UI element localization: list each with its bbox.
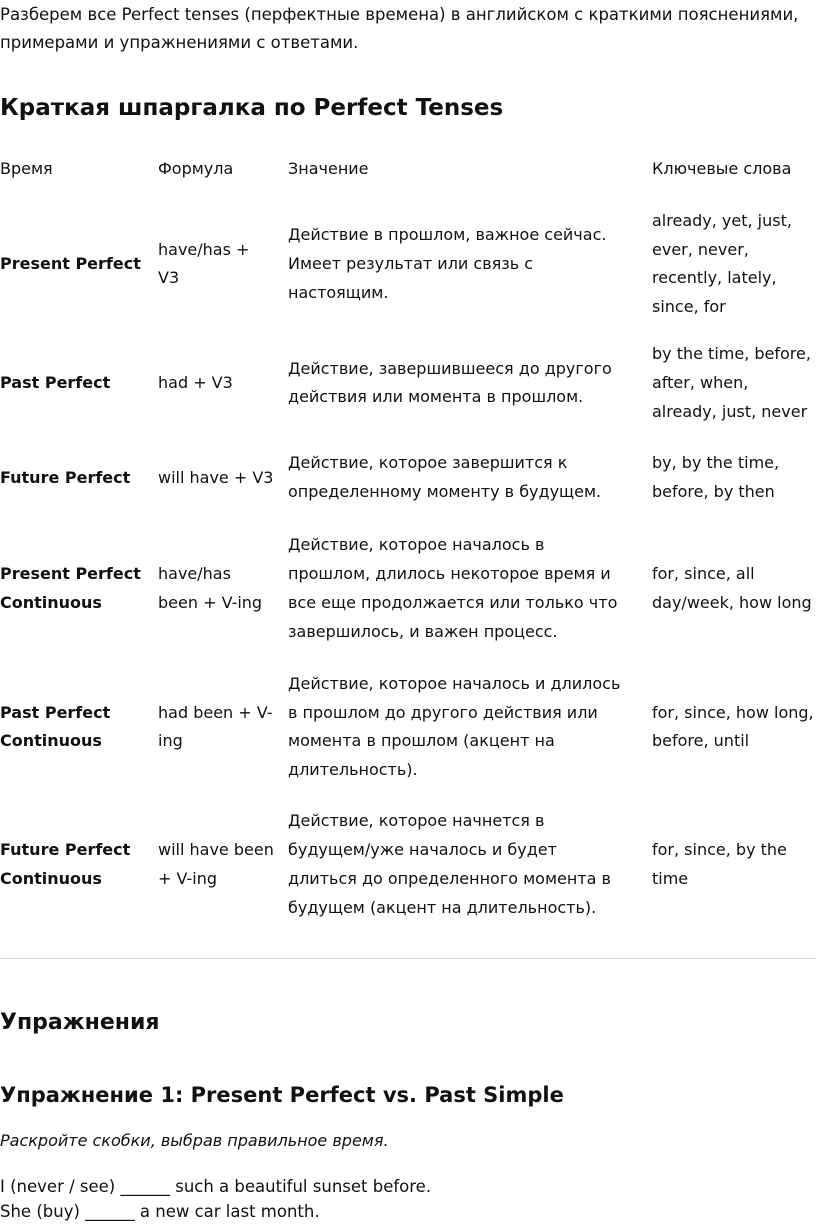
- cheatsheet-table: [0, 140, 816, 934]
- exercise-sentence: I (never / see) ______ such a beautiful sunset before.: [0, 1177, 432, 1196]
- header-keywords: Ключевые слова: [652, 159, 792, 178]
- header-formula: Формула: [158, 159, 234, 178]
- cheatsheet-heading: Краткая шпаргалка по Perfect Tenses: [0, 95, 504, 121]
- keywords-cell: for, since, all day/week, how long: [652, 564, 812, 612]
- exercise-1-instruction: Раскройте скобки, выбрав правильное время.: [0, 1131, 389, 1150]
- table-row: [0, 330, 816, 437]
- exercise-1-sentences: [0, 1174, 431, 1224]
- meaning-cell: Действие, которое начнется в будущем/уже началось и будет длиться до определенного момента в будущем (акцент на длительность).: [288, 811, 611, 917]
- formula-cell: have/has been + V-ing: [158, 564, 263, 612]
- meaning-cell: Действие, которое началось в прошлом, длилось некоторое время и все еще продолжается или только что завершилось, и важен процесс.: [288, 535, 618, 641]
- exercises-heading: Упражнения: [0, 1010, 160, 1035]
- formula-cell: have/has + V3: [158, 239, 250, 288]
- formula-cell: will have been + V-ing: [158, 840, 274, 888]
- header-tense: Время: [0, 159, 53, 178]
- meaning-cell: Действие, которое началось и длилось в прошлом до другого действия или момента в прошлом (акцент на длительность).: [288, 673, 621, 780]
- formula-cell: had been + V-ing: [158, 702, 273, 751]
- tense-cell: Future Perfect: [0, 467, 131, 487]
- tense-cell: Past Perfect: [0, 373, 111, 393]
- table-row: [0, 519, 816, 659]
- keywords-cell: for, since, how long, before, until: [652, 702, 814, 751]
- table-row: [0, 659, 816, 796]
- exercise-sentence: She (buy) ______ a new car last month.: [0, 1202, 320, 1221]
- formula-cell: will have + V3: [158, 467, 274, 487]
- keywords-cell: for, since, by the time: [652, 840, 787, 888]
- section-divider: [0, 958, 816, 959]
- exercise-1-heading: Упражнение 1: Present Perfect vs. Past Simple: [0, 1083, 564, 1107]
- table-row: [0, 199, 816, 330]
- formula-cell: had + V3: [158, 373, 233, 393]
- table-row: [0, 437, 816, 519]
- keywords-cell: already, yet, just, ever, never, recently, lately, since, for: [652, 210, 792, 317]
- tense-cell: Past Perfect Continuous: [0, 702, 111, 751]
- tense-cell: Present Perfect Continuous: [0, 564, 141, 612]
- meaning-cell: Действие, завершившееся до другого действия или момента в прошлом.: [288, 358, 612, 407]
- intro-paragraph: Разберем все Perfect tenses (перфектные времена) в английском с краткими пояснениями, примерами и упражнениями с ответами.: [0, 5, 799, 52]
- keywords-cell: by the time, before, after, when, already, just, never: [652, 344, 811, 421]
- tense-cell: Future Perfect Continuous: [0, 840, 131, 888]
- tense-cell: Present Perfect: [0, 253, 141, 273]
- table-header-row: [0, 140, 816, 199]
- table-row: [0, 796, 816, 934]
- meaning-cell: Действие, которое завершится к определенному моменту в будущем.: [288, 453, 602, 501]
- meaning-cell: Действие в прошлом, важное сейчас. Имеет результат или связь с настоящим.: [288, 225, 607, 302]
- header-meaning: Значение: [288, 159, 369, 178]
- keywords-cell: by, by the time, before, by then: [652, 453, 780, 501]
